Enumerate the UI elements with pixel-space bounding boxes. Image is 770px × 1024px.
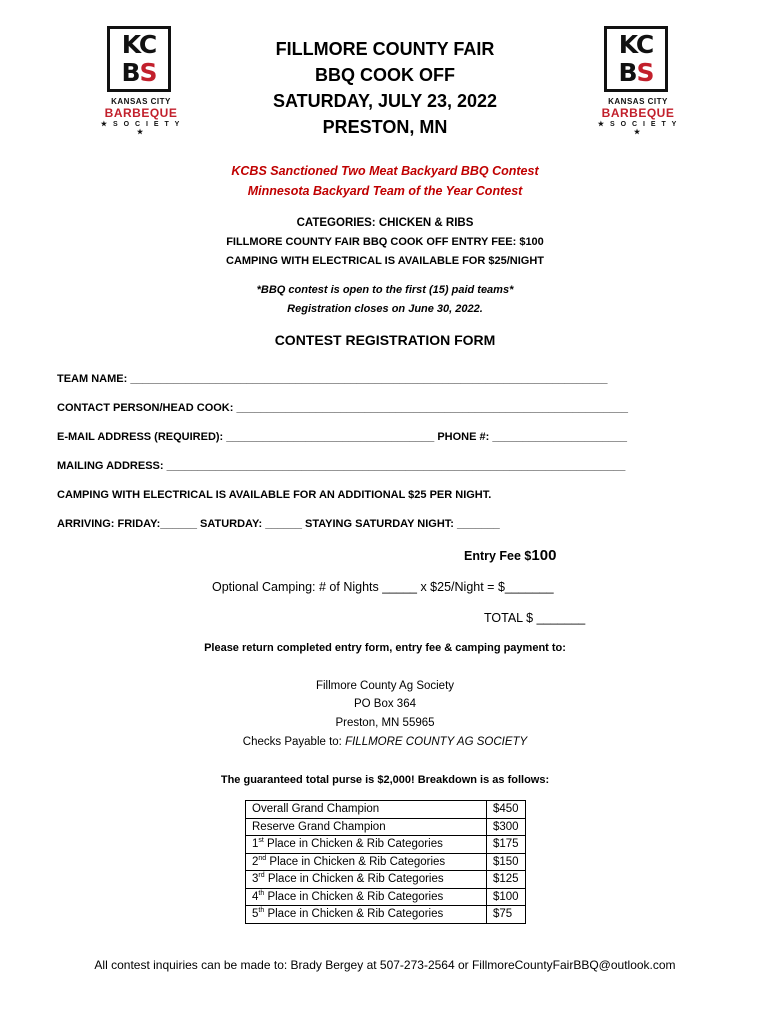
purse-row — [246, 871, 526, 889]
purse-place: 5th Place in Chicken & Rib Categories — [246, 906, 487, 924]
form-title: CONTEST REGISTRATION FORM — [274, 332, 496, 348]
mailing-address-field[interactable]: MAILING ADDRESS: ___________________________________________________________________________ — [57, 460, 626, 472]
categories-text: CATEGORIES: CHICKEN & RIBS — [296, 217, 474, 229]
logo-kansas-city: KANSAS CITY — [608, 97, 668, 106]
logo-frame — [604, 26, 668, 92]
logo-barbeque: BARBEQUE — [601, 106, 675, 120]
logo-kc: KC — [121, 30, 157, 59]
purse-amount: $75 — [487, 906, 526, 924]
entry-fee-line: Entry Fee $100 — [464, 547, 557, 564]
purse-place: 2nd Place in Chicken & Rib Categories — [246, 853, 487, 871]
purse-amount: $300 — [487, 818, 526, 836]
purse-place: 3rd Place in Chicken & Rib Categories — [246, 871, 487, 889]
mail-city: Preston, MN 55965 — [335, 717, 435, 729]
purse-place: Reserve Grand Champion — [246, 818, 487, 836]
team-limit-text: *BBQ contest is open to the first (15) paid teams* — [256, 284, 514, 296]
title-line-2: BBQ COOK OFF — [315, 65, 455, 85]
total-field[interactable]: TOTAL $ _______ — [484, 611, 586, 625]
purse-row — [246, 853, 526, 871]
kcbs-logo-left — [95, 26, 187, 136]
title-line-3: SATURDAY, JULY 23, 2022 — [272, 91, 498, 111]
purse-place: 4th Place in Chicken & Rib Categories — [246, 888, 487, 906]
camping-text: CAMPING WITH ELECTRICAL IS AVAILABLE FOR $25/NIGHT — [226, 255, 544, 267]
purse-amount: $125 — [487, 871, 526, 889]
purse-place: 1st Place in Chicken & Rib Categories — [246, 836, 487, 854]
logo-bs: BS — [618, 58, 654, 87]
logo-society: ★ S O C I E T Y ★ — [100, 121, 182, 136]
page-title — [230, 36, 540, 140]
arrival-field[interactable]: ARRIVING: FRIDAY:______ SATURDAY: ______ STAYING SATURDAY NIGHT: _______ — [57, 518, 500, 530]
team-name-field[interactable]: TEAM NAME: ______________________________________________________________________________ — [57, 373, 608, 385]
purse-row — [246, 906, 526, 924]
checks-payee: FILLMORE COUNTY AG SOCIETY — [345, 736, 528, 748]
logo-bs: BS — [121, 58, 157, 87]
entry-fee-value: 100 — [531, 547, 557, 564]
purse-amount: $450 — [487, 801, 526, 819]
purse-heading: The guaranteed total purse is $2,000! Breakdown is as follows: — [220, 774, 550, 786]
logo-frame — [107, 26, 171, 92]
purse-row — [246, 836, 526, 854]
mail-po-box: PO Box 364 — [353, 698, 416, 710]
purse-place: Overall Grand Champion — [246, 801, 487, 819]
optional-camping-field[interactable]: Optional Camping: # of Nights _____ x $25/Night = $_______ — [212, 580, 554, 594]
logo-barbeque: BARBEQUE — [104, 106, 178, 120]
purse-amount: $175 — [487, 836, 526, 854]
purse-table — [245, 800, 526, 924]
purse-amount: $150 — [487, 853, 526, 871]
registration-close-text: Registration closes on June 30, 2022. — [287, 303, 483, 315]
email-phone-field[interactable]: E-MAIL ADDRESS (REQUIRED): __________________________________ PHONE #: ______________________ — [57, 431, 627, 443]
kcbs-logo-right — [592, 26, 684, 136]
inquiries-footer: All contest inquiries can be made to: Brady Bergey at 507-273-2564 or FillmoreCountyFairBBQ@outlook.com — [94, 958, 676, 972]
logo-kc: KC — [618, 30, 654, 59]
logo-kansas-city: KANSAS CITY — [111, 97, 171, 106]
purse-row — [246, 818, 526, 836]
title-line-4: PRESTON, MN — [322, 117, 448, 137]
sanctioned-text: KCBS Sanctioned Two Meat Backyard BBQ Contest — [231, 164, 539, 178]
contact-person-field[interactable]: CONTACT PERSON/HEAD COOK: ________________________________________________________________ — [57, 402, 628, 414]
team-of-year-text: Minnesota Backyard Team of the Year Contest — [247, 184, 523, 198]
title-line-1: FILLMORE COUNTY FAIR — [275, 39, 495, 59]
return-instruction: Please return completed entry form, entry fee & camping payment to: — [204, 642, 566, 654]
mail-org: Fillmore County Ag Society — [315, 680, 455, 692]
entry-fee-text: FILLMORE COUNTY FAIR BBQ COOK OFF ENTRY FEE: $100 — [226, 236, 544, 248]
logo-society: ★ S O C I E T Y ★ — [597, 121, 679, 136]
checks-payable: Checks Payable to: FILLMORE COUNTY AG SOCIETY — [242, 736, 528, 748]
camping-note: CAMPING WITH ELECTRICAL IS AVAILABLE FOR AN ADDITIONAL $25 PER NIGHT. — [57, 489, 492, 501]
purse-row — [246, 801, 526, 819]
purse-amount: $100 — [487, 888, 526, 906]
purse-row — [246, 888, 526, 906]
